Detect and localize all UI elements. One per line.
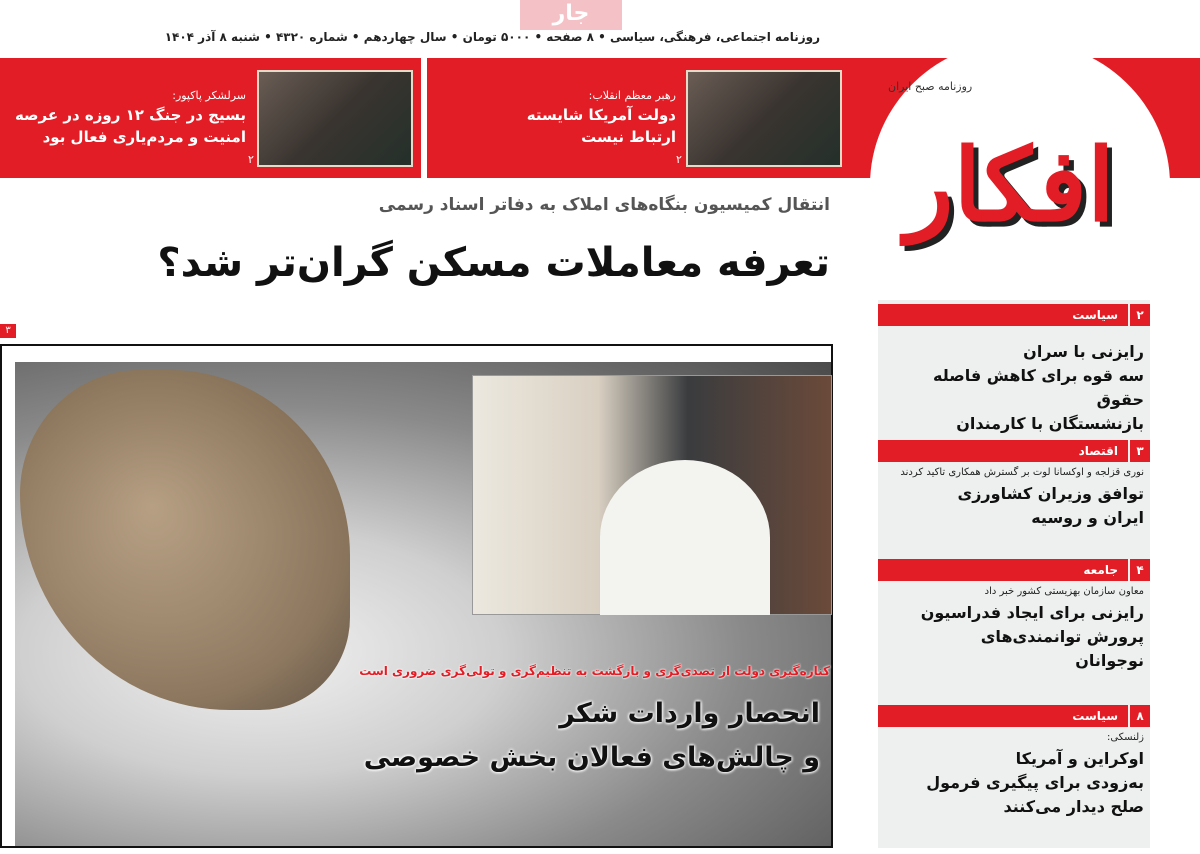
title-line: سه قوه برای کاهش فاصله حقوق — [933, 366, 1144, 409]
top-story-kicker: سرلشکر پاکپور: — [172, 89, 246, 102]
divider — [421, 58, 427, 178]
inset-person — [600, 460, 770, 615]
title-line: به‌زودی برای پیگیری فرمول — [926, 773, 1144, 792]
general-photo — [257, 70, 413, 167]
sidebar-story[interactable] — [884, 586, 1144, 673]
tagline: روزنامه صبح ایران — [888, 80, 973, 93]
sidebar-story[interactable] — [884, 732, 1144, 819]
watermark: جار — [520, 0, 622, 30]
page-number: ۲ — [676, 153, 682, 166]
title-line: پرورش توانمندی‌های — [980, 627, 1144, 646]
section-header — [878, 559, 1150, 581]
title-line: اوکراین و آمریکا — [1015, 749, 1144, 768]
title-line: توافق وزیران کشاورزی — [957, 484, 1144, 503]
dateline: روزنامه اجتماعی، فرهنگی، سیاسی • ۸ صفحه • ۵۰۰۰ تومان • سال چهاردهم • شماره ۴۳۲۰ • شنبه ۸ آذر ۱۴۰۴ — [164, 30, 820, 44]
main-headline[interactable]: تعرفه معاملات مسکن گران‌تر شد؟ — [157, 240, 830, 286]
title-line: بسیج در جنگ ۱۲ روزه در عرصه — [14, 106, 246, 124]
section-label: جامعه — [878, 559, 1128, 581]
title-line: رایزنی با سران — [1023, 342, 1144, 361]
sidebar-story[interactable] — [884, 340, 1144, 436]
section-label: سیاست — [878, 705, 1128, 727]
title-line: ایران و روسیه — [1031, 508, 1144, 527]
title-line: رایزنی برای ایجاد فدراسیون — [920, 603, 1144, 622]
title-line: ارتباط نیست — [581, 128, 676, 146]
top-story-title[interactable] — [6, 104, 246, 148]
title-line: امنیت و مردم‌یاری فعال بود — [42, 128, 246, 146]
story-kicker: معاون سازمان بهزیستی کشور خبر داد — [984, 586, 1144, 597]
title-line: انحصار واردات شکر — [559, 698, 820, 729]
page-number: ۳ — [0, 324, 16, 338]
title-line: و چالش‌های فعالان بخش خصوصی — [363, 742, 820, 773]
page-number: ۴ — [1130, 559, 1150, 581]
feature-kicker: کناره‌گیری دولت از تصدی‌گری و بازگشت به تنظیم‌گری و تولی‌گری ضروری است — [359, 664, 830, 678]
title-line: دولت آمریکا شایسته — [526, 106, 676, 124]
story-kicker: نوری قزلجه و اوکسانا لوت بر گسترش همکاری تاکید کردند — [900, 467, 1144, 478]
story-kicker: زلنسکی: — [1106, 732, 1144, 743]
page-number: ۲ — [1130, 304, 1150, 326]
newspaper-logo: افکار — [905, 126, 1115, 244]
title-line: بازنشستگان با کارمندان — [956, 414, 1144, 433]
section-header — [878, 304, 1150, 326]
section-header — [878, 705, 1150, 727]
page-number: ۸ — [1130, 705, 1150, 727]
page-number: ۲ — [248, 153, 254, 166]
section-label: سیاست — [878, 304, 1128, 326]
page-number: ۳ — [1130, 440, 1150, 462]
section-label: اقتصاد — [878, 440, 1128, 462]
top-story-title[interactable] — [440, 104, 676, 148]
leader-photo — [686, 70, 842, 167]
section-header — [878, 440, 1150, 462]
main-subhead: انتقال کمیسیون بنگاه‌های املاک به دفاتر اسناد رسمی — [378, 195, 830, 215]
title-line: نوجوانان — [1075, 651, 1144, 670]
top-story-kicker: رهبر معظم انقلاب: — [588, 89, 676, 102]
sidebar-story[interactable] — [884, 467, 1144, 530]
feature-title[interactable] — [300, 692, 820, 780]
title-line: صلح دیدار می‌کنند — [1003, 797, 1144, 816]
